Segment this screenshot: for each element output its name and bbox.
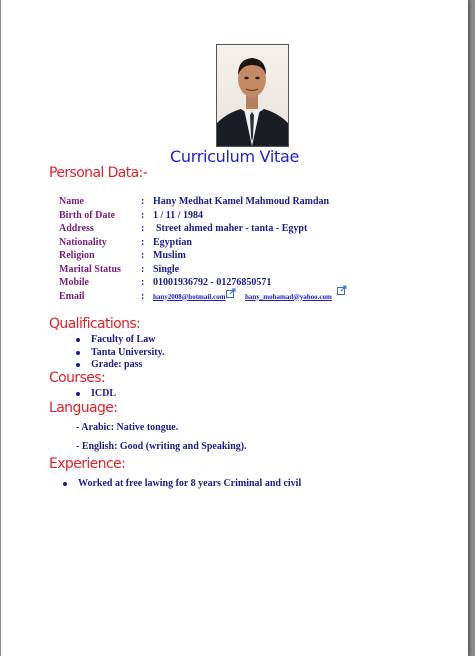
experience-heading: Experience: — [49, 456, 126, 472]
portrait-illustration — [217, 45, 288, 146]
document-page — [1, 0, 468, 656]
marital-value: Single — [153, 263, 180, 275]
list-item-text: Faculty of Law — [91, 334, 156, 345]
language-english: - English: Good (writing and Speaking). — [76, 441, 247, 452]
courses-heading: Courses: — [49, 370, 106, 386]
colon: : — [141, 209, 145, 221]
external-link-icon[interactable] — [226, 288, 236, 298]
email-link-hotmail[interactable]: hany2008@hotmail.com — [153, 292, 226, 301]
name-label: Name — [59, 196, 84, 207]
colon: : — [141, 196, 145, 207]
email-label: Email — [59, 290, 85, 302]
list-item — [76, 347, 165, 360]
colon: : — [141, 250, 145, 261]
list-item — [76, 388, 116, 401]
personal-row-email — [59, 291, 359, 304]
birth-value: 1 / 11 / 1984 — [153, 209, 204, 221]
address-label: Address — [59, 223, 94, 234]
experience-text: Worked at free lawing for 8 years Criminal and civil — [78, 478, 302, 489]
list-item-text: Tanta University. — [91, 346, 165, 358]
name-value: Hany Medhat Kamel Mahmoud Ramdan — [153, 196, 330, 207]
address-value: Street ahmed maher - tanta - Egypt — [156, 223, 308, 234]
qualifications-list — [76, 334, 165, 372]
marital-label: Marital Status — [59, 263, 121, 275]
qualifications-heading: Qualifications: — [49, 316, 141, 332]
colon: : — [141, 277, 145, 288]
religion-value: Muslim — [153, 250, 186, 261]
list-item — [76, 334, 165, 347]
mobile-label: Mobile — [59, 277, 89, 288]
cv-title: Curriculum Vitae — [170, 147, 299, 166]
portrait-photo — [216, 44, 289, 147]
email-link-yahoo[interactable]: hany_mohamad@yahoo.com — [245, 292, 332, 301]
colon: : — [141, 236, 145, 248]
list-item-text: Grade: pass — [91, 359, 143, 370]
language-heading: Language: — [49, 400, 118, 416]
colon: : — [141, 223, 145, 234]
religion-label: Religion — [59, 250, 95, 261]
colon: : — [141, 290, 145, 302]
nationality-label: Nationality — [59, 236, 107, 248]
personal-data-heading: Personal Data:- — [49, 165, 148, 181]
experience-item — [63, 478, 301, 489]
list-item-text: ICDL — [91, 388, 117, 399]
nationality-value: Egyptian — [153, 236, 192, 248]
birth-label: Birth of Date — [59, 209, 116, 221]
external-link-icon[interactable] — [337, 285, 347, 295]
colon: : — [141, 263, 145, 275]
mobile-value: 01001936792 - 01276850571 — [153, 277, 272, 288]
language-arabic: - Arabic: Native tongue. — [76, 422, 179, 433]
courses-list — [76, 388, 116, 401]
